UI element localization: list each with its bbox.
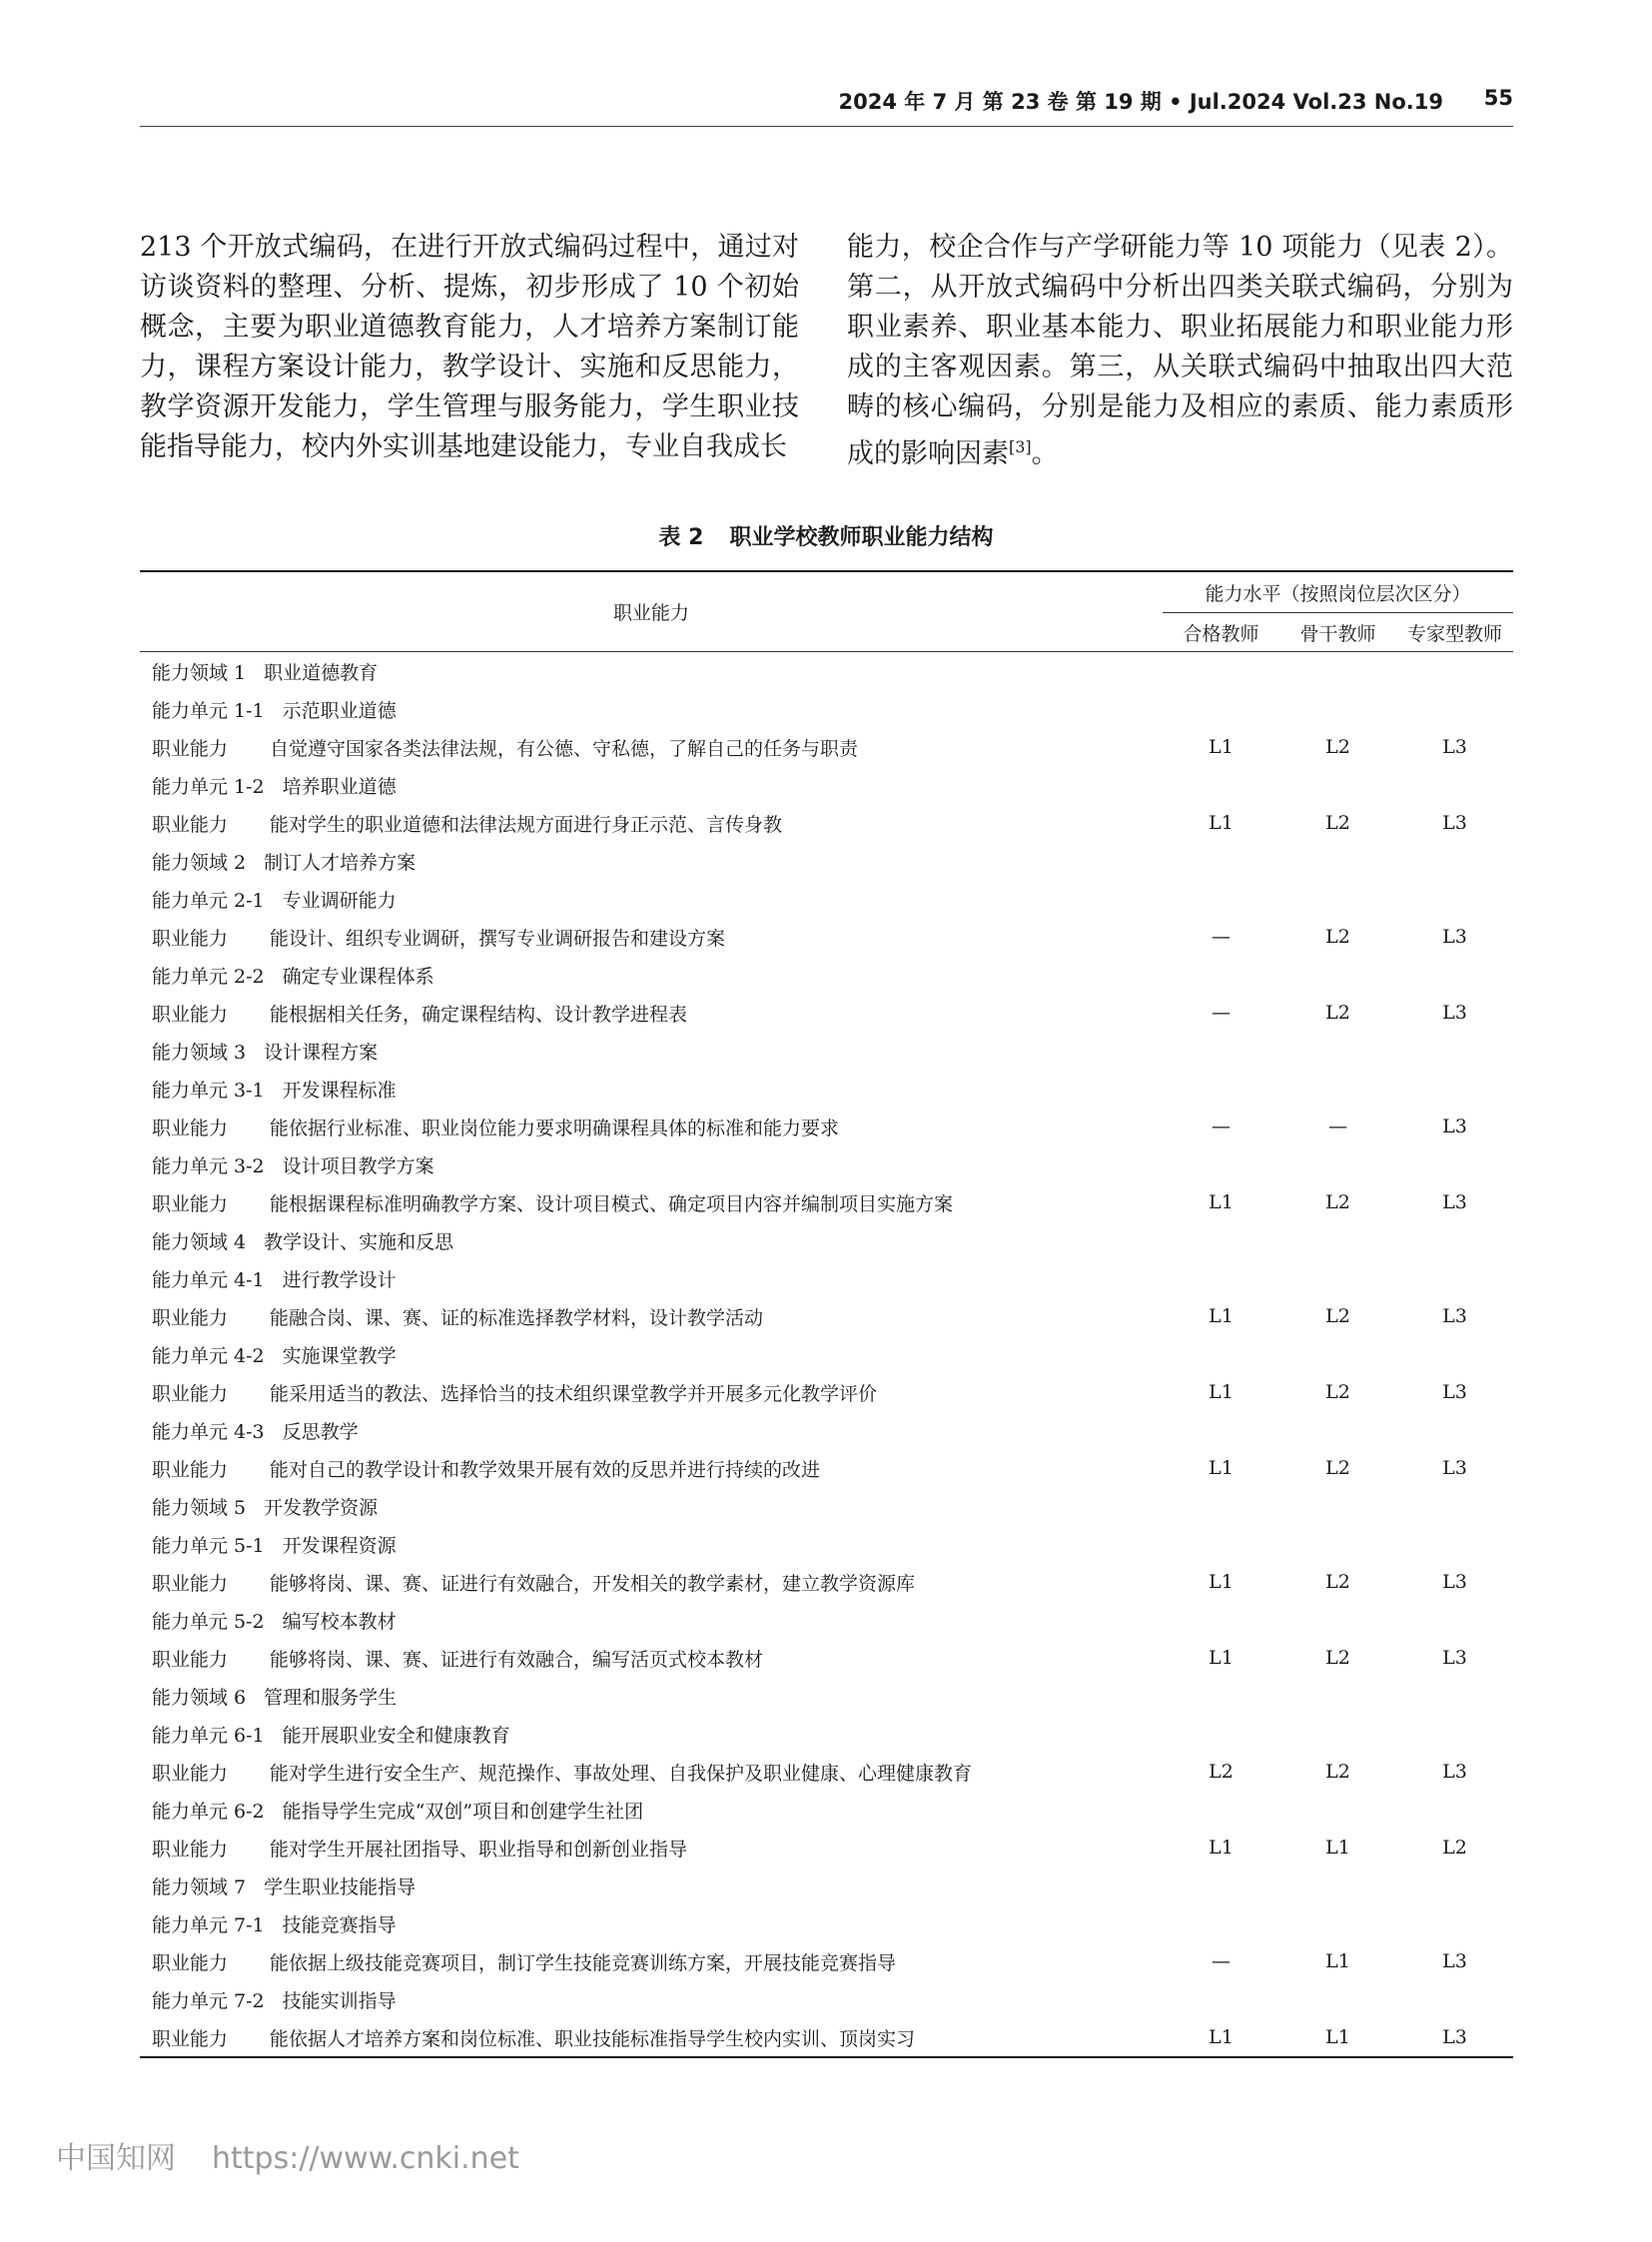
- table-row: [140, 2018, 1513, 2057]
- row-prefix: 能力单元 3-1: [152, 1079, 265, 1102]
- row-text: 示范职业道德: [282, 699, 397, 722]
- level-cell: [1163, 1487, 1279, 1525]
- level-cell: [1279, 1525, 1396, 1563]
- row-prefix: 职业能力: [152, 1003, 229, 1026]
- table-caption: [0, 520, 1652, 551]
- row-label: [140, 1601, 1163, 1639]
- table-row: [140, 842, 1513, 880]
- row-prefix: 职业能力: [152, 1117, 229, 1139]
- level-cell: [1163, 1070, 1279, 1108]
- table-row: [140, 1942, 1513, 1980]
- table-row: [140, 1563, 1513, 1601]
- row-label: [140, 880, 1163, 918]
- row-label: [140, 1829, 1163, 1867]
- row-label: [140, 1449, 1163, 1487]
- level-cell: L3: [1442, 736, 1467, 758]
- row-prefix: 能力单元 3-2: [152, 1154, 265, 1177]
- table-row: [140, 1829, 1513, 1867]
- level-cell: —: [1212, 1950, 1231, 1972]
- row-label: [140, 1373, 1163, 1411]
- level-cell: [1163, 1867, 1279, 1904]
- row-text: 实施课堂教学: [282, 1344, 397, 1367]
- level-cell: [1396, 652, 1513, 691]
- level-cell: L3: [1442, 1647, 1467, 1669]
- row-label: [140, 1221, 1163, 1259]
- row-prefix: 能力单元 4-2: [152, 1344, 265, 1367]
- level-cell: L1: [1325, 1837, 1350, 1859]
- level-cell: L2: [1325, 736, 1350, 758]
- level-cell: [1163, 652, 1279, 691]
- table-row: [140, 918, 1513, 956]
- row-text: 设计课程方案: [264, 1041, 379, 1064]
- row-label: [140, 1183, 1163, 1221]
- level-cell: [1396, 1487, 1513, 1525]
- row-label: [140, 766, 1163, 804]
- level-cell: [1396, 1335, 1513, 1373]
- level-cell: L2: [1325, 926, 1350, 948]
- level-cell: [1163, 1791, 1279, 1829]
- level-cell: [1163, 1715, 1279, 1753]
- level-cell: L1: [1209, 736, 1234, 758]
- row-prefix: 能力单元 2-1: [152, 889, 265, 912]
- row-prefix: 职业能力: [152, 927, 229, 950]
- level-cell: [1279, 1601, 1396, 1639]
- level-cell: [1163, 766, 1279, 804]
- level-cell: [1163, 1411, 1279, 1449]
- level-cell: [1163, 1259, 1279, 1297]
- row-prefix: 能力单元 7-1: [152, 1913, 265, 1936]
- level-cell: [1163, 1335, 1279, 1373]
- row-text: 能融合岗、课、赛、证的标准选择教学材料，设计教学活动: [270, 1306, 764, 1329]
- level-cell: [1279, 1715, 1396, 1753]
- level-cell: [1279, 1070, 1396, 1108]
- header-qualified-teacher: 合格教师: [1163, 613, 1279, 652]
- level-cell: L1: [1209, 1571, 1234, 1593]
- row-prefix: 职业能力: [152, 2027, 229, 2050]
- level-cell: [1163, 956, 1279, 994]
- row-text: 技能实训指导: [282, 1989, 397, 2012]
- row-prefix: 职业能力: [152, 737, 229, 760]
- table-row: [140, 1449, 1513, 1487]
- level-cell: L3: [1442, 1002, 1467, 1024]
- row-text: 能设计、组织专业调研，撰写专业调研报告和建设方案: [270, 927, 726, 950]
- row-label: [140, 1639, 1163, 1677]
- level-cell: L1: [1209, 1305, 1234, 1327]
- table-row: [140, 1145, 1513, 1183]
- row-text: 能根据相关任务，确定课程结构、设计教学进程表: [270, 1003, 688, 1026]
- row-text: 能对学生进行安全生产、规范操作、事故处理、自我保护及职业健康、心理健康教育: [270, 1762, 973, 1785]
- header-backbone-teacher: 骨干教师: [1279, 613, 1396, 652]
- row-label: [140, 1677, 1163, 1715]
- row-text: 开发课程资源: [282, 1534, 397, 1557]
- table-row: [140, 1867, 1513, 1904]
- level-cell: L2: [1325, 812, 1350, 834]
- level-cell: L1: [1279, 2018, 1396, 2057]
- level-cell: [1279, 1145, 1396, 1183]
- level-cell: [1279, 1221, 1396, 1259]
- level-cell: [1396, 1070, 1513, 1108]
- row-text: 学生职业技能指导: [264, 1875, 416, 1898]
- table-row: [140, 956, 1513, 994]
- level-cell: [1279, 1259, 1396, 1297]
- table-row: [140, 1335, 1513, 1373]
- table-row: [140, 1639, 1513, 1677]
- level-cell: L2: [1325, 1381, 1350, 1403]
- table-row: [140, 880, 1513, 918]
- header-ability: 职业能力: [140, 571, 1163, 652]
- level-cell: L3: [1442, 1381, 1467, 1403]
- level-cell: L1: [1209, 1647, 1234, 1669]
- row-label: [140, 842, 1163, 880]
- level-cell: L3: [1442, 1761, 1467, 1783]
- journal-info: 2024 年 7 月 第 23 卷 第 19 期 • Jul.2024 Vol.23 No.19: [838, 90, 1443, 114]
- table-row: [140, 652, 1513, 691]
- level-cell: [1396, 1904, 1513, 1942]
- header-rule: [140, 126, 1513, 127]
- level-cell: L2: [1325, 1002, 1350, 1024]
- level-cell: [1279, 1980, 1396, 2018]
- row-text: 技能竞赛指导: [282, 1913, 397, 1936]
- paragraph-left: 213 个开放式编码，在进行开放式编码过程中，通过对访谈资料的整理、分析、提炼，初步形成了 10 个初始概念，主要为职业道德教育能力，人才培养方案制订能力，课程方案设计能力，教学设计、实施和反思能力，教学资源开发能力，学生管理与服务能力，学生职业技能指导能力，校内外实训基地建设能力，专业自我成长: [140, 232, 799, 462]
- row-label: [140, 1563, 1163, 1601]
- level-cell: L3: [1442, 1571, 1467, 1593]
- level-cell: [1396, 1601, 1513, 1639]
- row-prefix: 能力单元 5-2: [152, 1610, 265, 1633]
- row-prefix: 能力单元 6-1: [152, 1724, 265, 1747]
- row-prefix: 职业能力: [152, 1648, 229, 1671]
- row-text: 专业调研能力: [282, 889, 397, 912]
- table-row: [140, 690, 1513, 728]
- row-prefix: 职业能力: [152, 1762, 229, 1785]
- level-cell: [1163, 842, 1279, 880]
- row-prefix: 能力单元 7-2: [152, 1989, 265, 2012]
- level-cell: L3: [1442, 1457, 1467, 1479]
- row-text: 能够将岗、课、赛、证进行有效融合，编写活页式校本教材: [270, 1648, 764, 1671]
- level-cell: [1396, 1259, 1513, 1297]
- level-cell: [1396, 1411, 1513, 1449]
- row-prefix: 能力单元 1-2: [152, 775, 265, 798]
- level-cell: [1279, 1411, 1396, 1449]
- row-label: [140, 1980, 1163, 2018]
- row-label: [140, 652, 1163, 691]
- row-text: 确定专业课程体系: [282, 965, 434, 988]
- row-text: 能对学生的职业道德和法律法规方面进行身正示范、言传身教: [270, 813, 783, 836]
- row-text: 职业道德教育: [264, 661, 379, 684]
- table-row: [140, 1373, 1513, 1411]
- competency-table: [140, 570, 1513, 2058]
- level-cell: L1: [1163, 2018, 1279, 2057]
- citation-ref: [3]: [1009, 437, 1032, 456]
- row-prefix: 职业能力: [152, 1192, 229, 1215]
- level-cell: [1163, 690, 1279, 728]
- table-row: [140, 1183, 1513, 1221]
- table-row: [140, 1601, 1513, 1639]
- table-row: [140, 1070, 1513, 1108]
- level-cell: L2: [1325, 1647, 1350, 1669]
- row-label: [140, 728, 1163, 766]
- table-row: [140, 1297, 1513, 1335]
- row-text: 进行教学设计: [282, 1268, 397, 1291]
- row-prefix: 能力单元 1-1: [152, 699, 265, 722]
- row-prefix: 能力领域 4: [152, 1230, 247, 1253]
- level-cell: L1: [1209, 1381, 1234, 1403]
- row-text: 能开展职业安全和健康教育: [282, 1724, 510, 1747]
- row-text: 能根据课程标准明确教学方案、设计项目模式、确定项目内容并编制项目实施方案: [270, 1192, 954, 1215]
- level-cell: [1163, 1677, 1279, 1715]
- row-text: 开发教学资源: [264, 1496, 379, 1519]
- header-level: 能力水平（按照岗位层次区分）: [1163, 571, 1513, 613]
- table-row: [140, 1753, 1513, 1791]
- table-row: [140, 728, 1513, 766]
- level-cell: L1: [1209, 1837, 1234, 1859]
- level-cell: [1279, 1791, 1396, 1829]
- row-label: [140, 1904, 1163, 1942]
- paragraph-right-text: 能力，校企合作与产学研能力等 10 项能力（见表 2）。第二，从开放式编码中分析出四类关联式编码，分别为职业素养、职业基本能力、职业拓展能力和职业能力形成的主客观因素。第三，从关联式编码中抽取出四大范畴的核心编码，分别是能力及相应的素质、能力素质形成的影响因素: [847, 232, 1513, 469]
- row-label: [140, 918, 1163, 956]
- row-prefix: 职业能力: [152, 1572, 229, 1595]
- footer-watermark: [56, 2133, 519, 2177]
- level-cell: L2: [1325, 1761, 1350, 1783]
- table-row: [140, 1221, 1513, 1259]
- level-cell: [1279, 1677, 1396, 1715]
- level-cell: [1396, 1221, 1513, 1259]
- row-text: 开发课程标准: [282, 1079, 397, 1102]
- table-row: [140, 1715, 1513, 1753]
- row-text: 能对自己的教学设计和教学效果开展有效的反思并进行持续的改进: [270, 1458, 821, 1481]
- row-label: [140, 1753, 1163, 1791]
- level-cell: [1163, 880, 1279, 918]
- level-cell: L2: [1325, 1457, 1350, 1479]
- level-cell: [1279, 690, 1396, 728]
- level-cell: L3: [1442, 812, 1467, 834]
- row-text: 能依据上级技能竞赛项目，制订学生技能竞赛训练方案，开展技能竞赛指导: [270, 1951, 897, 1974]
- row-label: [140, 2018, 1163, 2057]
- row-label: [140, 1145, 1163, 1183]
- row-label: [140, 994, 1163, 1032]
- level-cell: L3: [1396, 2018, 1513, 2057]
- level-cell: —: [1328, 1116, 1347, 1137]
- row-prefix: 职业能力: [152, 813, 229, 836]
- level-cell: L3: [1442, 1116, 1467, 1137]
- row-prefix: 能力单元 5-1: [152, 1534, 265, 1557]
- row-label: [140, 956, 1163, 994]
- row-text: 能够将岗、课、赛、证进行有效融合，开发相关的教学素材，建立教学资源库: [270, 1572, 916, 1595]
- table-row: [140, 1108, 1513, 1145]
- row-label: [140, 1297, 1163, 1335]
- body-column-right: [847, 228, 1513, 474]
- row-text: 自觉遵守国家各类法律法规，有公德、守私德，了解自己的任务与职责: [270, 737, 859, 760]
- table-row: [140, 1904, 1513, 1942]
- row-prefix: 能力单元 4-1: [152, 1268, 265, 1291]
- level-cell: —: [1212, 926, 1231, 948]
- level-cell: L1: [1209, 1191, 1234, 1213]
- row-prefix: 能力领域 6: [152, 1686, 247, 1709]
- level-cell: [1279, 766, 1396, 804]
- level-cell: [1279, 880, 1396, 918]
- level-cell: [1396, 956, 1513, 994]
- table-row: [140, 1791, 1513, 1829]
- running-header: [140, 86, 1513, 126]
- level-cell: [1279, 1032, 1396, 1070]
- row-prefix: 能力领域 2: [152, 851, 247, 874]
- row-text: 能依据行业标准、职业岗位能力要求明确课程具体的标准和能力要求: [270, 1117, 840, 1139]
- table-row: [140, 1677, 1513, 1715]
- table-row: [140, 1525, 1513, 1563]
- level-cell: L3: [1442, 1191, 1467, 1213]
- table-row: [140, 766, 1513, 804]
- table-row: [140, 1411, 1513, 1449]
- row-label: [140, 1525, 1163, 1563]
- row-label: [140, 1867, 1163, 1904]
- cnki-logo: 中国知网: [56, 2141, 176, 2176]
- row-text: 能指导学生完成“双创”项目和创建学生社团: [282, 1800, 644, 1823]
- level-cell: [1396, 1032, 1513, 1070]
- row-prefix: 职业能力: [152, 1838, 229, 1861]
- level-cell: L2: [1325, 1191, 1350, 1213]
- paragraph-right: [847, 228, 1513, 474]
- table-row: [140, 1487, 1513, 1525]
- level-cell: [1396, 1867, 1513, 1904]
- row-text: 管理和服务学生: [264, 1686, 398, 1709]
- row-label: [140, 1070, 1163, 1108]
- level-cell: [1279, 956, 1396, 994]
- row-prefix: 职业能力: [152, 1951, 229, 1974]
- level-cell: [1163, 1904, 1279, 1942]
- level-cell: —: [1212, 1002, 1231, 1024]
- row-text: 制订人才培养方案: [264, 851, 416, 874]
- table-caption-title: 职业学校教师职业能力结构: [729, 525, 994, 550]
- row-prefix: 能力领域 1: [152, 661, 247, 684]
- table-caption-number: 表 2: [658, 525, 704, 550]
- table-body: [140, 652, 1513, 2058]
- row-prefix: 职业能力: [152, 1306, 229, 1329]
- level-cell: L2: [1442, 1837, 1467, 1859]
- level-cell: [1396, 766, 1513, 804]
- table-row: [140, 804, 1513, 842]
- row-text: 反思教学: [282, 1420, 359, 1443]
- row-label: [140, 1032, 1163, 1070]
- row-prefix: 职业能力: [152, 1382, 229, 1405]
- level-cell: —: [1212, 1116, 1231, 1137]
- table-row: [140, 1259, 1513, 1297]
- level-cell: [1163, 1525, 1279, 1563]
- level-cell: L1: [1209, 812, 1234, 834]
- level-cell: [1396, 1980, 1513, 2018]
- row-text: 编写校本教材: [282, 1610, 397, 1633]
- row-text: 设计项目教学方案: [282, 1154, 434, 1177]
- cnki-url: https://www.cnki.net: [212, 2141, 519, 2176]
- row-prefix: 能力领域 7: [152, 1875, 247, 1898]
- row-text: 培养职业道德: [282, 775, 397, 798]
- level-cell: L2: [1325, 1571, 1350, 1593]
- level-cell: L2: [1209, 1761, 1234, 1783]
- level-cell: [1396, 880, 1513, 918]
- row-prefix: 能力领域 5: [152, 1496, 247, 1519]
- level-cell: [1396, 1715, 1513, 1753]
- row-label: [140, 1487, 1163, 1525]
- level-cell: L3: [1442, 1305, 1467, 1327]
- row-label: [140, 690, 1163, 728]
- level-cell: L1: [1209, 1457, 1234, 1479]
- level-cell: [1163, 1601, 1279, 1639]
- row-label: [140, 1259, 1163, 1297]
- level-cell: [1396, 690, 1513, 728]
- level-cell: [1163, 1980, 1279, 2018]
- level-cell: [1163, 1145, 1279, 1183]
- row-text: 教学设计、实施和反思: [264, 1230, 454, 1253]
- level-cell: [1279, 1867, 1396, 1904]
- level-cell: [1396, 842, 1513, 880]
- row-label: [140, 1715, 1163, 1753]
- row-label: [140, 1791, 1163, 1829]
- row-prefix: 能力单元 6-2: [152, 1800, 265, 1823]
- table-row: [140, 1980, 1513, 2018]
- level-cell: [1279, 1487, 1396, 1525]
- level-cell: [1163, 1221, 1279, 1259]
- row-prefix: 能力领域 3: [152, 1041, 247, 1064]
- row-label: [140, 1108, 1163, 1145]
- level-cell: L3: [1442, 1950, 1467, 1972]
- page-number: 55: [1483, 86, 1513, 110]
- level-cell: [1396, 1677, 1513, 1715]
- row-text: 能依据人才培养方案和岗位标准、职业技能标准指导学生校内实训、顶岗实习: [270, 2027, 916, 2050]
- level-cell: [1279, 842, 1396, 880]
- row-label: [140, 1411, 1163, 1449]
- paragraph-right-end: 。: [1031, 438, 1059, 469]
- row-text: 能对学生开展社团指导、职业指导和创新创业指导: [270, 1838, 688, 1861]
- level-cell: [1396, 1791, 1513, 1829]
- level-cell: [1279, 1335, 1396, 1373]
- level-cell: L2: [1325, 1305, 1350, 1327]
- table-row: [140, 1032, 1513, 1070]
- level-cell: L3: [1442, 926, 1467, 948]
- row-label: [140, 804, 1163, 842]
- row-prefix: 职业能力: [152, 1458, 229, 1481]
- row-text: 能采用适当的教法、选择恰当的技术组织课堂教学并开展多元化教学评价: [270, 1382, 878, 1405]
- header-expert-teacher: 专家型教师: [1396, 613, 1513, 652]
- level-cell: L1: [1325, 1950, 1350, 1972]
- level-cell: [1279, 1904, 1396, 1942]
- level-cell: [1396, 1525, 1513, 1563]
- row-label: [140, 1335, 1163, 1373]
- table-row: [140, 994, 1513, 1032]
- row-prefix: 能力单元 2-2: [152, 965, 265, 988]
- body-column-left: [140, 228, 799, 467]
- level-cell: [1163, 1032, 1279, 1070]
- level-cell: [1396, 1145, 1513, 1183]
- row-prefix: 能力单元 4-3: [152, 1420, 265, 1443]
- level-cell: [1279, 652, 1396, 691]
- row-label: [140, 1942, 1163, 1980]
